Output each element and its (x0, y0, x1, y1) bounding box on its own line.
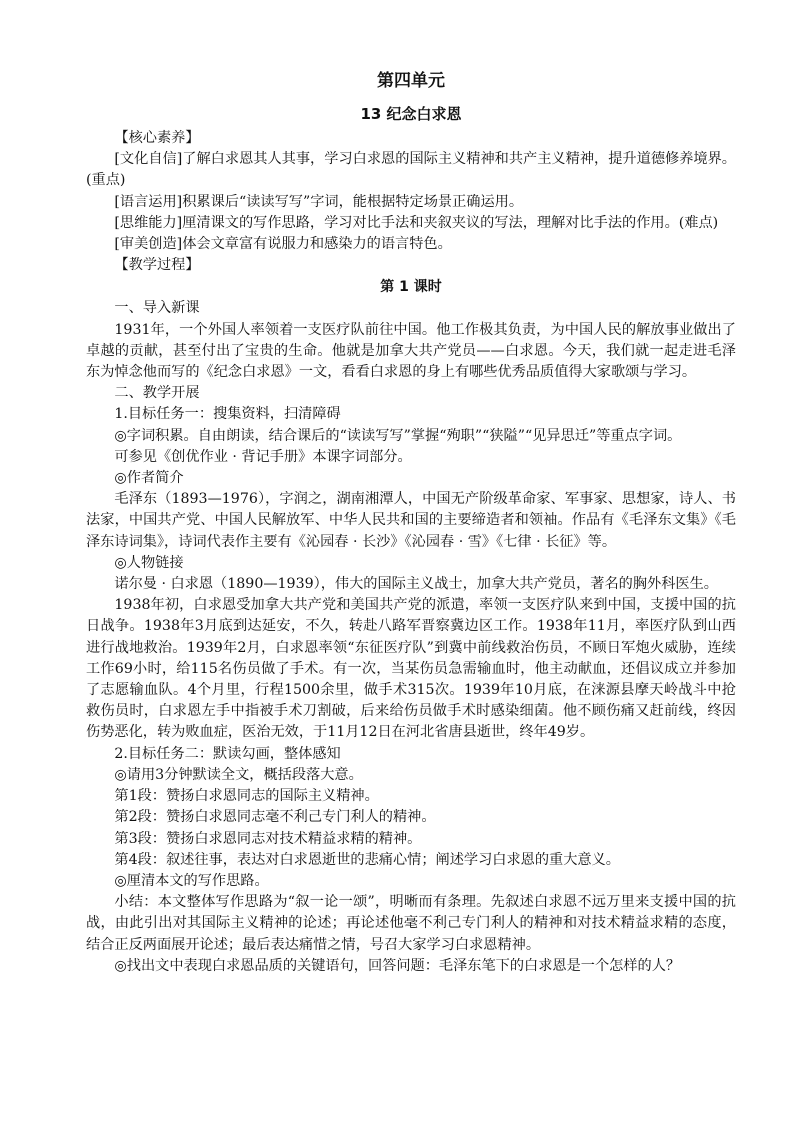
paragraph-vocabulary: ◎字词积累。自由朗读，结合课后的“读读写写”掌握“殉职”“狭隘”“见异思迁”等重点字词。 (114, 427, 682, 444)
heading-task-two: 2.目标任务二：默读勾画，整体感知 (114, 745, 341, 762)
paragraph-thinking-ability: [思维能力]厘清课文的写作思路，学习对比手法和夹叙夹议的写法，理解对比手法的作用。(难点) (114, 214, 719, 231)
lesson-title: 13 纪念白求恩 (360, 105, 462, 123)
paragraph-conclusion: 小结：本文整体写作思路为“叙一论一颂”，明晰而有条理。先叙述白求恩不远万里来支援中国的抗战，由此引出对其国际主义精神的论述；再论述他毫不利己专门利人的精神和对技术精益求精的态度，结合正反两面展开论述；最后表达痛惜之情，号召大家学习白求恩精神。 (86, 894, 736, 953)
document-page (86, 66, 736, 977)
heading-character: ◎人物链接 (114, 554, 184, 571)
core-literacy-heading: 【核心素养】 (114, 130, 200, 146)
paragraph-language-use: [语言运用]积累课后“读读写写”字词，能根据特定场景正确运用。 (114, 193, 524, 210)
unit-title: 第四单元 (377, 71, 445, 91)
teaching-process-heading: 【教学过程】 (114, 257, 200, 274)
paragraph-summary-3: 第3段：赞扬白求恩同志对技术精益求精的精神。 (114, 830, 422, 847)
paragraph-intro: 1931年，一个外国人率领着一支医疗队前往中国。他工作极其负责，为中国人民的解放事业做出了卓越的贡献，甚至付出了宝贵的生命。他就是加拿大共产党员——白求恩。今天，我们就一起走进毛泽东为悼念他而写的《纪念白求恩》一文，看看白求恩的身上有哪些优秀品质值得大家歌颂与学习。 (86, 321, 736, 381)
paragraph-summary-2: 第2段：赞扬白求恩同志毫不利己专门利人的精神。 (114, 809, 436, 826)
paragraph-question: ◎找出文中表现白求恩品质的关键语句，回答问题：毛泽东笔下的白求恩是一个怎样的人？ (114, 957, 681, 974)
heading-author: ◎作者简介 (114, 470, 184, 487)
paragraph-read-instruction: ◎请用3分钟默读全文，概括段落大意。 (114, 766, 363, 783)
heading-task-one: 1.目标任务一：搜集资料，扫清障碍 (114, 406, 341, 423)
paragraph-reference: 可参见《创优作业 · 背记手册》本课字词部分。 (114, 448, 412, 465)
section-title: 第 1 课时 (380, 279, 442, 296)
heading-teaching: 二、教学开展 (114, 385, 200, 402)
paragraph-summary-4: 第4段：叙述往事，表达对白求恩逝世的悲痛心情；阐述学习白求恩的重大意义。 (114, 851, 620, 868)
paragraph-character-intro: 诺尔曼 · 白求恩（1890—1939），伟大的国际主义战士，加拿大共产党员，著名的胸外科医生。 (114, 576, 718, 593)
heading-intro: 一、导入新课 (114, 300, 200, 317)
paragraph-author: 毛泽东（1893—1976），字润之，湖南湘潭人，中国无产阶级革命家、军事家、思想家，诗人、书法家，中国共产党、中国人民解放军、中华人民共和国的主要缔造者和领袖。作品有《毛泽东文集》《毛泽东诗词集》，诗词代表作主要有《沁园春 · 长沙》《沁园春 · 雪》《七律 · 长征》等。 (86, 491, 736, 550)
paragraph-aesthetic: [审美创造]体会文章富有说服力和感染力的语言特色。 (114, 236, 452, 253)
paragraph-summary-1: 第1段：赞扬白求恩同志的国际主义精神。 (114, 788, 379, 805)
heading-structure: ◎厘清本文的写作思路。 (114, 872, 269, 889)
paragraph-cultural-confidence: [文化自信]了解白求恩其人其事，学习白求恩的国际主义精神和共产主义精神，提升道德修养境界。(重点) (86, 151, 736, 189)
paragraph-character-story: 1938年初，白求恩受加拿大共产党和美国共产党的派遣，率领一支医疗队来到中国，支援中国的抗日战争。1938年3月底到达延安，不久，转赴八路军晋察冀边区工作。1938年11月，率医疗队到山西进行战地救治。1939年2月，白求恩率领“东征医疗队”到冀中前线救治伤员，不顾日军炮火威胁，连续工作69小时，给115名伤员做了手术。有一次，当某伤员急需输血时，他主动献血，还倡议成立并参加了志愿输血队。4个月里，行程1500余里，做手术315次。1939年10月底，在涞源县摩天岭战斗中抢救伤员时，白求恩左手中指被手术刀割破，后来给伤员做手术时感染细菌。他不顾伤痛又赶前线，终因伤势恶化，转为败血症，医治无效，于11月12日在河北省唐县逝世，终年49岁。 (86, 597, 736, 741)
